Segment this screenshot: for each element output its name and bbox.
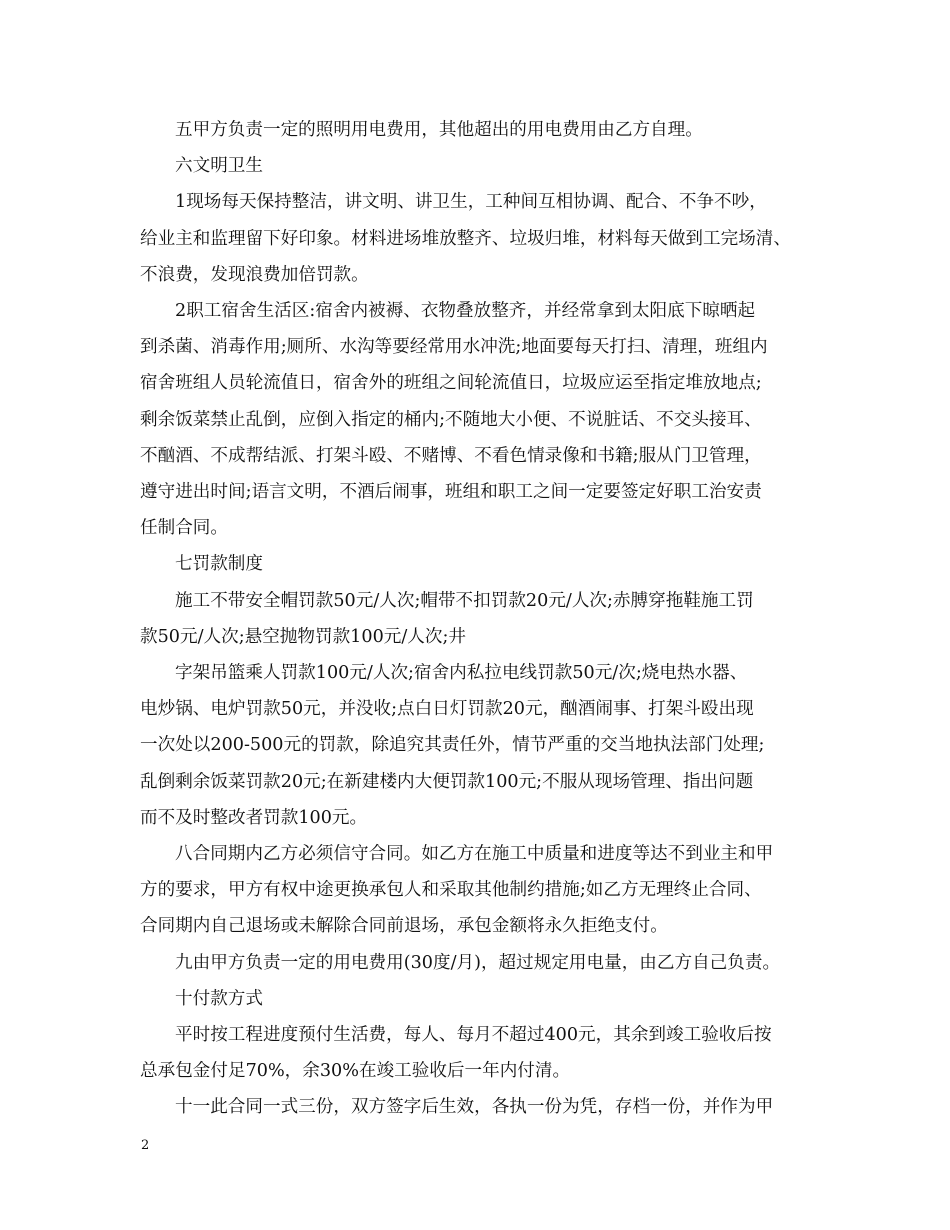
paragraph-contract-copies: 十一此合同一式三份，双方签字后生效，各执一份为凭，存档一份，并作为甲 [175,1097,774,1118]
heading-payment-method: 十付款方式 [175,988,263,1009]
paragraph-electricity-quota: 九由甲方负责一定的用电费用(30度/月)，超过规定用电量，由乙方自己负责。 [175,952,781,973]
page-number: 2 [141,1138,150,1153]
paragraph-site-cleanliness: 1现场每天保持整洁，讲文明、讲卫生，工种间互相协调、配合、不争不吵， 给业主和监理留下好印象。材料进场堆放整齐、垃圾归堆，材料每天做到工完场清、 不浪费，发现浪费加倍罚款。 [140,192,791,285]
paragraph-fines-part-1: 施工不带安全帽罚款50元/人次;帽带不扣罚款20元/人次;赤膊穿拖鞋施工罚 款50元/人次;悬空抛物罚款100元/人次;井 [140,590,754,647]
paragraph-fines-part-2: 字架吊篮乘人罚款100元/人次;宿舍内私拉电线罚款50元/次;烧电热水器、 电炒锅、电炉罚款50元，并没收;点白日灯罚款20元，酗酒闹事、打架斗殴出现 一次处以200-500元的罚款，除追究其责任外，情节严重的交当地执法部门处理; 乱倒剩余饭菜罚款20元;在新建楼内大便罚款100元;不服从现场管理、指出问题 而不及时整改者罚款100元。 [140,663,765,828]
heading-civilized-hygiene: 六文明卫生 [175,156,263,177]
heading-fine-system: 七罚款制度 [175,554,263,575]
paragraph-contract-compliance: 八合同期内乙方必须信守合同。如乙方在施工中质量和进度等达不到业主和甲 方的要求，甲方有权中途更换承包人和采取其他制约措施;如乙方无理终止合同、 合同期内自己退场或未解除合同前退场，承包金额将永久拒绝支付。 [140,844,774,937]
paragraph-dormitory-rules: 2职工宿舍生活区:宿舍内被褥、衣物叠放整齐，并经常拿到太阳底下晾晒起 到杀菌、消毒作用;厕所、水沟等要经常用水冲洗;地面要每天打扫、清理，班组内 宿舍班组人员轮流值日，宿舍外的班组之间轮流值日，垃圾应运至指定堆放地点; 剩余饭菜禁止乱倒，应倒入指定的桶内;不随地大小便、不说脏话、不交头接耳、 不酗酒、不成帮结派、打架斗殴、不赌博、不看色情录像和书籍;服从门卫管理， 遵守进出时间;语言文明，不酒后闹事，班组和职工之间一定要签定好职工治安责 任制合同。 [140,301,768,539]
paragraph-electricity-lighting: 五甲方负责一定的照明用电费用，其他超出的用电费用由乙方自理。 [175,120,703,140]
paragraph-payment-terms: 平时按工程进度预付生活费，每人、每月不超过400元，其余到竣工验收后按 总承包金付足70%，余30%在竣工验收后一年内付清。 [140,1025,772,1082]
document-body [140,112,830,1126]
